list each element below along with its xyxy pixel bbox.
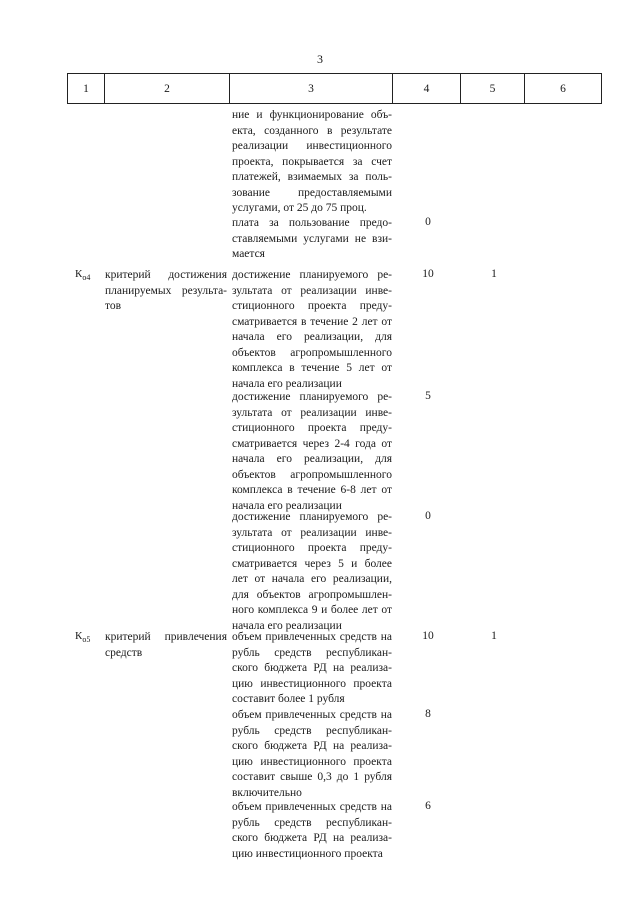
description-cell: ние и функционирование объ-екта, созданного в результате реализации инвестиционного проекта, покрывается за счет платежей, взимаемых за поль-зование предоставляемыми услугами, от 25 до 75 проц. <box>232 109 392 214</box>
column-number-4: 4 <box>393 74 461 104</box>
score-cell: 0 <box>425 510 431 522</box>
score-cell: 5 <box>425 390 431 402</box>
column-number-2: 2 <box>105 74 230 104</box>
score-cell: 8 <box>425 708 431 720</box>
criterion-name: критерий привлечения средств <box>105 631 227 659</box>
description-cell: достижение планируемого ре-зультата от реализации инве-стиционного проекта преду-сматривается через 5 и более лет от начала его реализации, для объектов агропромышлен-ного комплекса 9 и более лет от начала его реализации <box>232 511 392 632</box>
score-cell: 6 <box>425 800 431 812</box>
criterion-name: критерий достижения планируемых результа-тов <box>105 269 227 312</box>
page-number: 3 <box>317 52 323 66</box>
criterion-code: $К_{о5}$ <box>75 630 91 645</box>
description-cell: объем привлеченных средств на рубль средств республикан-ского бюджета РД на реализа-цию инвестиционного проекта составит более 1 рубля <box>232 631 392 705</box>
description-cell: достижение планируемого ре-зультата от реализации инве-стиционного проекта преду-сматривается через 2-4 года от начала его реализации, для объектов агропромышленного комплекса в течение 6-8 лет от начала его реализации <box>232 391 392 512</box>
score-cell: 10 <box>422 630 434 642</box>
description-cell: достижение планируемого ре-зультата от реализации инве-стиционного проекта преду-сматривается в течение 2 лет от начала его реализации, для объектов агропромышленного комплекса в течение 5 лет от начала его реализации <box>232 269 392 390</box>
column-number-1: 1 <box>68 74 105 104</box>
description-cell: объем привлеченных средств на рубль средств республикан-ского бюджета РД на реализа-цию инвестиционного проекта <box>232 801 392 860</box>
criterion-code: $К_{о4}$ <box>75 268 91 283</box>
table-header-row <box>67 73 602 104</box>
score-cell: 10 <box>422 268 434 280</box>
weight-cell: 1 <box>491 268 497 280</box>
column-number-3: 3 <box>230 74 393 104</box>
weight-cell: 1 <box>491 630 497 642</box>
score-cell: 0 <box>425 216 431 228</box>
description-cell: плата за пользование предо-ставляемыми услугами не взи-мается <box>232 217 392 260</box>
column-number-5: 5 <box>461 74 525 104</box>
column-number-6: 6 <box>525 74 602 104</box>
description-cell: объем привлеченных средств на рубль средств республикан-ского бюджета РД на реализа-цию инвестиционного проекта составит свыше 0,3 до 1 рубля включительно <box>232 709 392 799</box>
